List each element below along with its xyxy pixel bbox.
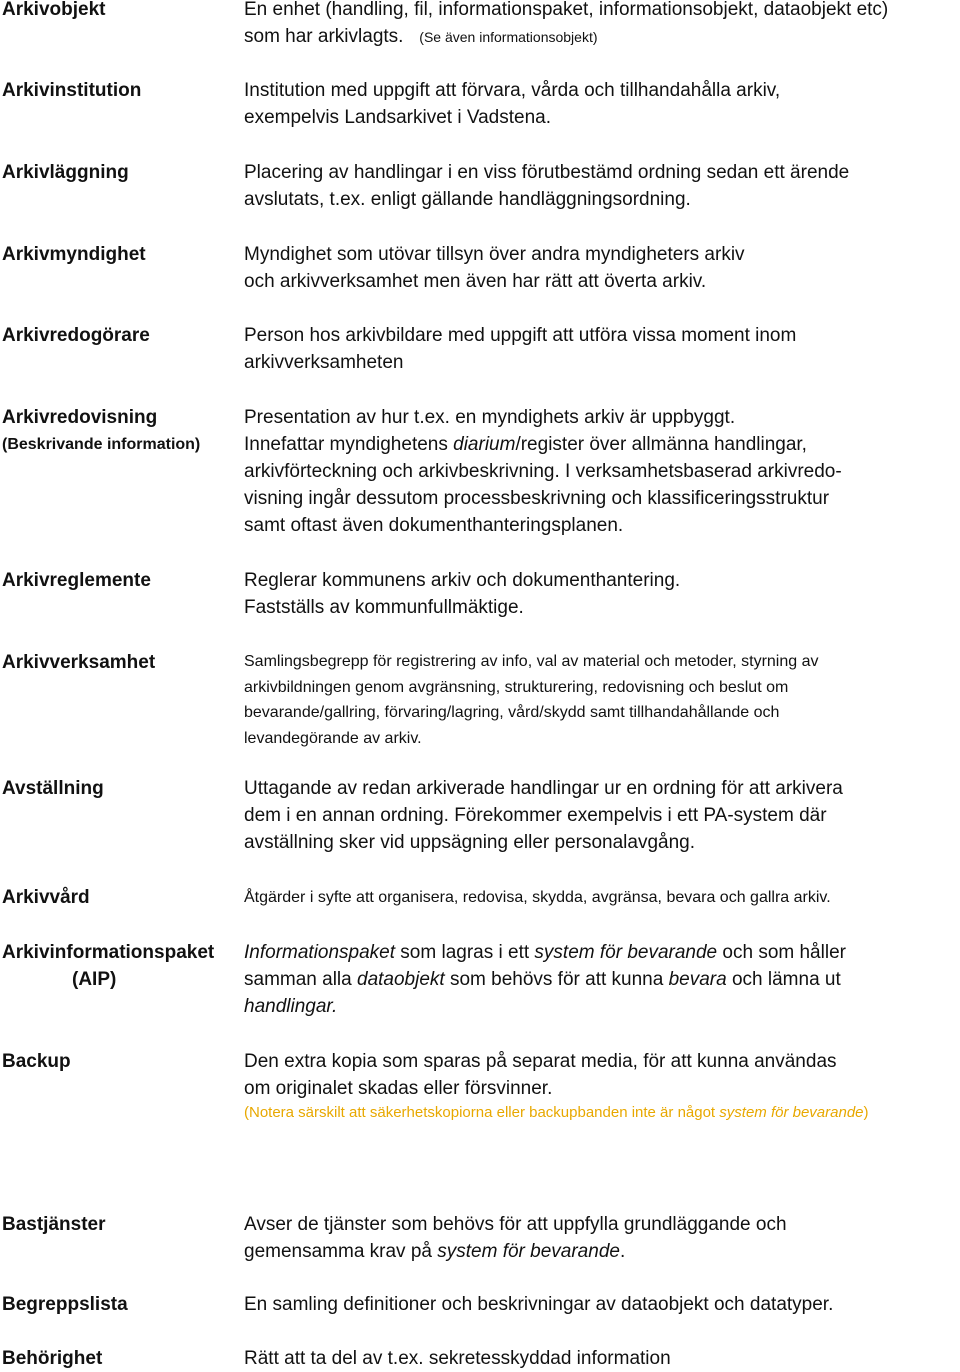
term-behorighet: Behörighet: [2, 1348, 103, 1369]
definition-emphasis: system för bevarande: [534, 942, 718, 963]
definition-line: Placering av handlingar i en viss förutbestämd ordning sedan ett ärende: [244, 162, 850, 183]
backup-note: (Notera särskilt att säkerhetskopiorna eller backupbanden inte är något: [244, 1104, 720, 1121]
definition-line: Presentation av hur t.ex. en myndighets arkiv är uppbyggt.: [244, 407, 736, 428]
definition-text: /register över allmänna handlingar,: [515, 434, 807, 455]
backup-note-end: ): [863, 1104, 869, 1121]
term-arkivreglemente: Arkivreglemente: [2, 570, 151, 591]
definition-line: En samling definitioner och beskrivningar av dataobjekt och datatyper.: [244, 1294, 834, 1315]
definition-text: och lämna ut: [726, 969, 841, 990]
definition-line: arkivverksamheten: [244, 352, 404, 373]
definition-text: Innefattar myndighetens: [244, 434, 454, 455]
term-arkivobjekt: Arkivobjekt: [2, 0, 106, 20]
definition-line: Fastställs av kommunfullmäktige.: [244, 597, 524, 618]
term-arkivverksamhet: Arkivverksamhet: [2, 652, 156, 673]
term-subtitle-aip: (AIP): [72, 969, 117, 990]
definition-arkivredogorare: [244, 322, 956, 376]
definition-line: arkivbildningen genom avgränsning, strukturering, redovisning och beslut om: [244, 678, 789, 696]
definition-line: Avser de tjänster som behövs för att uppfylla grundläggande och: [244, 1214, 787, 1235]
definition-arkivobjekt: [244, 0, 956, 51]
definition-line: samt oftast även dokumenthanteringsplanen.: [244, 515, 624, 536]
definition-line: bevarande/gallring, förvaring/lagring, vård/skydd samt tillhandahållande och: [244, 704, 780, 721]
definition-line: levandegörande av arkiv.: [244, 729, 422, 747]
definition-arkivmyndighet: [244, 241, 956, 295]
definition-text: samman alla: [244, 969, 357, 990]
definition-line: Samlingsbegrepp för registrering av info, val av material och metoder, styrning av: [244, 653, 819, 670]
definition-arkivverksamhet: [244, 649, 956, 751]
definition-line: Institution med uppgift att förvara, vårda och tillhandahålla arkiv,: [244, 80, 781, 101]
definition-line: om originalet skadas eller försvinner.: [244, 1078, 553, 1099]
definition-begreppslista: [244, 1291, 956, 1318]
definition-arkivinstitution: [244, 77, 956, 131]
term-arkivmyndighet: Arkivmyndighet: [2, 244, 146, 265]
term-arkivinstitution: Arkivinstitution: [2, 80, 142, 101]
see-also-note: (Se även informationsobjekt): [419, 29, 598, 45]
definition-arkivvard: [244, 885, 956, 911]
definition-behorighet: [244, 1345, 956, 1372]
definition-line: som har arkivlagts.: [244, 26, 404, 47]
definition-text: som lagras i ett: [395, 942, 535, 963]
definition-emphasis: Informationspaket: [244, 942, 396, 963]
term-avstallning: Avställning: [2, 778, 104, 799]
term-arkivlaggning: Arkivläggning: [2, 162, 129, 183]
term-arkivredogorare: Arkivredogörare: [2, 325, 150, 346]
definition-line: Rätt att ta del av t.ex. sekretesskyddad information: [244, 1348, 671, 1369]
definition-line: dem i en annan ordning. Förekommer exempelvis i ett PA-system där: [244, 805, 827, 826]
term-begreppslista: Begreppslista: [2, 1294, 128, 1315]
definition-line: avställning sker vid uppsägning eller personalavgång.: [244, 832, 696, 853]
definition-bastjanster: [244, 1211, 956, 1265]
definition-line: arkivförteckning och arkivbeskrivning. I verksamhetsbaserad arkivredo-: [244, 461, 842, 482]
term-arkivinformationspaket: Arkivinformationspaket: [2, 942, 215, 963]
definition-line: exempelvis Landsarkivet i Vadstena.: [244, 107, 551, 128]
definition-line: Myndighet som utövar tillsyn över andra myndigheters arkiv: [244, 244, 745, 265]
term-label: Arkivredovisning: [2, 407, 158, 428]
definition-line: En enhet (handling, fil, informationspaket, informationsobjekt, dataobjekt etc): [244, 0, 889, 20]
term-arkivredovisning: [2, 404, 200, 458]
definition-line: Person hos arkivbildare med uppgift att utföra vissa moment inom: [244, 325, 797, 346]
definition-line: Den extra kopia som sparas på separat media, för att kunna användas: [244, 1051, 837, 1072]
definition-emphasis: system för bevarande: [437, 1241, 620, 1262]
definition-line: avslutats, t.ex. enligt gällande handläggningsordning.: [244, 189, 691, 210]
definition-text: gemensamma krav på: [244, 1241, 438, 1262]
definition-emphasis: dataobjekt: [357, 969, 445, 990]
definition-emphasis: bevara: [668, 969, 727, 990]
definition-line: Åtgärder i syfte att organisera, redovisa, skydda, avgränsa, bevara och gallra arkiv.: [244, 889, 831, 906]
definition-text: som behövs för att kunna: [444, 969, 669, 990]
definition-arkivlaggning: [244, 159, 956, 213]
definition-avstallning: [244, 775, 956, 856]
backup-note-emphasis: system för bevarande: [719, 1104, 864, 1121]
term-backup: Backup: [2, 1051, 71, 1072]
definition-emphasis: diarium: [453, 434, 516, 455]
term-bastjanster: Bastjänster: [2, 1214, 106, 1235]
definition-arkivreglemente: [244, 567, 956, 621]
term-subtitle: (Beskrivande information): [2, 436, 201, 453]
definition-backup: [244, 1048, 956, 1124]
definition-text: .: [619, 1241, 626, 1262]
definition-emphasis: handlingar.: [244, 996, 338, 1017]
definition-line: Reglerar kommunens arkiv och dokumenthantering.: [244, 570, 681, 591]
term-arkivvard: Arkivvård: [2, 887, 90, 908]
definition-line: visning ingår dessutom processbeskrivning och klassificeringsstruktur: [244, 488, 830, 509]
definition-line: och arkivverksamhet men även har rätt att överta arkiv.: [244, 271, 707, 292]
definition-text: och som håller: [717, 942, 846, 963]
definition-line: Uttagande av redan arkiverade handlingar ur en ordning för att arkivera: [244, 778, 843, 799]
definition-arkivredovisning: [244, 404, 956, 539]
definition-arkivinformationspaket: [244, 939, 956, 1020]
